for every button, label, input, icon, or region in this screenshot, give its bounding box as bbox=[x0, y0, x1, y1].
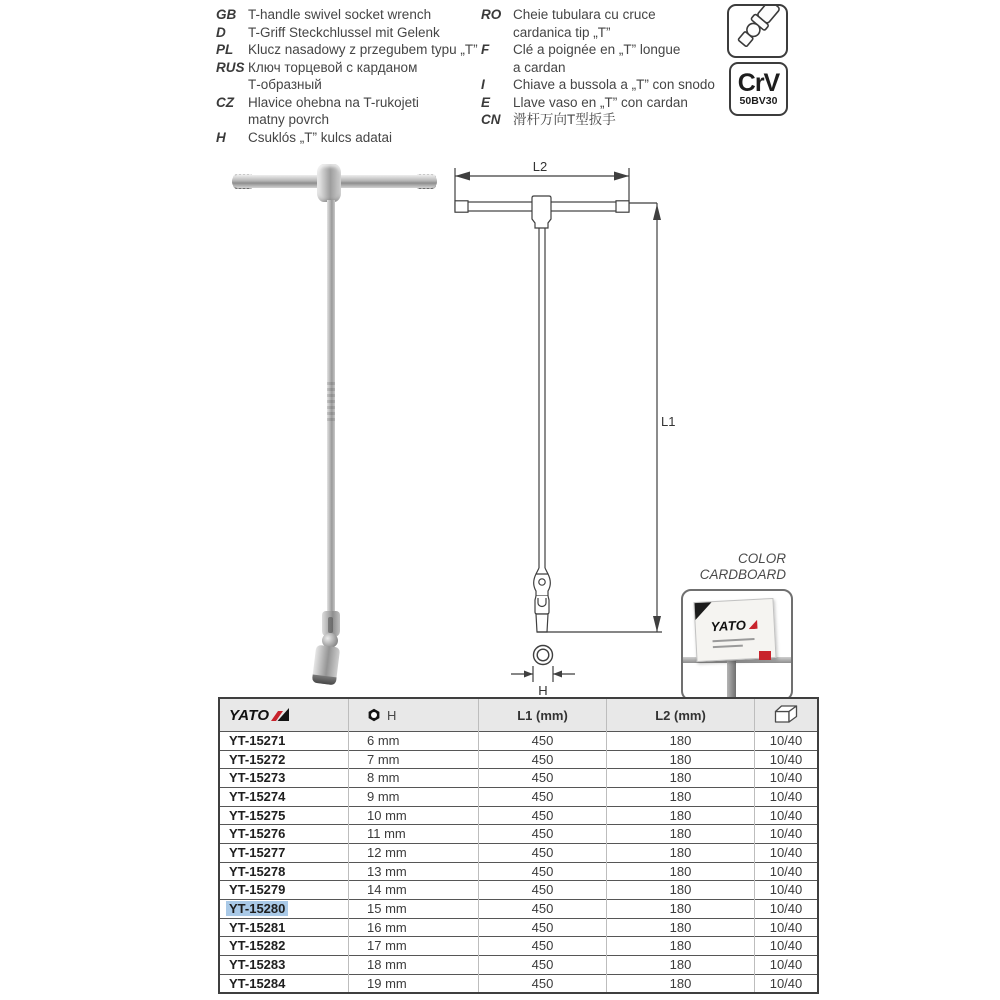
table-row bbox=[219, 881, 818, 900]
lang-text: Cheie tubulara cu cruce bbox=[513, 7, 656, 22]
tag-brand-text: YATO bbox=[710, 617, 747, 635]
lang-code: CN bbox=[481, 112, 501, 127]
cell-code bbox=[219, 825, 349, 844]
hex-socket-icon bbox=[367, 708, 381, 722]
cell-size-h: 18 mm bbox=[349, 955, 479, 974]
cell-l2: 180 bbox=[607, 769, 755, 788]
cell-size-h: 11 mm bbox=[349, 825, 479, 844]
lang-code: CZ bbox=[216, 94, 234, 110]
cell-l2: 180 bbox=[607, 806, 755, 825]
cell-code bbox=[219, 881, 349, 900]
lang-text: T-Griff Steckchlussel mit Gelenk bbox=[248, 24, 440, 40]
selected-code-highlight: YT-15280 bbox=[226, 901, 288, 916]
cell-pack: 10/40 bbox=[755, 974, 819, 993]
cell-l2: 180 bbox=[607, 787, 755, 806]
packaging-tool-shaft bbox=[727, 661, 736, 699]
cell-l2: 180 bbox=[607, 881, 755, 900]
lang-row bbox=[481, 76, 721, 94]
cell-size-h: 14 mm bbox=[349, 881, 479, 900]
cell-code bbox=[219, 899, 349, 918]
cell-l1: 450 bbox=[479, 862, 607, 881]
cell-code bbox=[219, 843, 349, 862]
table-row bbox=[219, 974, 818, 993]
wrench-socket bbox=[312, 645, 340, 686]
table-header-row bbox=[219, 698, 818, 732]
language-list-left bbox=[216, 6, 488, 146]
table-row bbox=[219, 955, 818, 974]
cell-l2: 180 bbox=[607, 750, 755, 769]
cell-size-h: 10 mm bbox=[349, 806, 479, 825]
cell-size-h: 17 mm bbox=[349, 937, 479, 956]
product-code: YT-15273 bbox=[229, 770, 286, 786]
product-code: YT-15277 bbox=[229, 844, 286, 860]
lang-text: Т-образный bbox=[248, 77, 322, 92]
lang-text: Csuklós „T” kulcs adatai bbox=[248, 129, 393, 145]
wrench-swivel-slot bbox=[328, 617, 333, 633]
product-code: YT-15279 bbox=[229, 882, 286, 898]
brand-logo-text: YATO bbox=[229, 706, 270, 724]
lang-row bbox=[216, 6, 488, 24]
cell-pack: 10/40 bbox=[755, 769, 819, 788]
cell-pack: 10/40 bbox=[755, 955, 819, 974]
cell-l2: 180 bbox=[607, 918, 755, 937]
cell-l1: 450 bbox=[479, 881, 607, 900]
lang-row bbox=[216, 59, 488, 77]
lang-code: H bbox=[216, 129, 226, 145]
cell-pack: 10/40 bbox=[755, 899, 819, 918]
cell-l1: 450 bbox=[479, 769, 607, 788]
lang-row bbox=[481, 24, 721, 42]
cell-l2: 180 bbox=[607, 974, 755, 993]
column-header-l2: L2 (mm) bbox=[607, 698, 755, 732]
lang-code: I bbox=[481, 77, 485, 92]
cell-code bbox=[219, 862, 349, 881]
wrench-center-sleeve bbox=[317, 164, 341, 202]
dimension-diagram bbox=[440, 155, 685, 700]
cell-size-h: 15 mm bbox=[349, 899, 479, 918]
cell-pack: 10/40 bbox=[755, 732, 819, 751]
cell-l2: 180 bbox=[607, 955, 755, 974]
product-code: YT-15281 bbox=[229, 919, 286, 935]
lang-row bbox=[216, 111, 488, 129]
lang-code: E bbox=[481, 94, 491, 110]
table-row bbox=[219, 862, 818, 881]
cell-code bbox=[219, 937, 349, 956]
cell-l1: 450 bbox=[479, 825, 607, 844]
lang-row bbox=[481, 41, 721, 59]
tag-corner-triangle bbox=[695, 602, 713, 620]
cell-l2: 180 bbox=[607, 732, 755, 751]
cell-code bbox=[219, 787, 349, 806]
lang-row bbox=[216, 24, 488, 42]
cell-l1: 450 bbox=[479, 750, 607, 769]
cell-code bbox=[219, 955, 349, 974]
packaging-label bbox=[676, 551, 786, 583]
cell-l1: 450 bbox=[479, 955, 607, 974]
material-name: CrV bbox=[737, 69, 780, 97]
cell-l2: 180 bbox=[607, 843, 755, 862]
cell-code bbox=[219, 918, 349, 937]
table-row bbox=[219, 843, 818, 862]
cell-size-h: 8 mm bbox=[349, 769, 479, 788]
lang-code: F bbox=[481, 42, 490, 57]
table-row bbox=[219, 769, 818, 788]
material-grade: 50BV30 bbox=[739, 95, 778, 107]
cell-size-h: 12 mm bbox=[349, 843, 479, 862]
table-row bbox=[219, 732, 818, 751]
packaging-label-line1: COLOR bbox=[737, 551, 786, 566]
tool-pictogram-badge bbox=[727, 4, 788, 58]
column-header-l1: L1 (mm) bbox=[479, 698, 607, 732]
product-code: YT-15284 bbox=[229, 975, 286, 991]
product-code: YT-15274 bbox=[229, 788, 286, 804]
product-code: YT-15272 bbox=[229, 751, 286, 767]
cell-pack: 10/40 bbox=[755, 843, 819, 862]
cell-pack: 10/40 bbox=[755, 881, 819, 900]
table-row bbox=[219, 937, 818, 956]
cell-size-h: 13 mm bbox=[349, 862, 479, 881]
material-badge bbox=[729, 62, 788, 116]
lang-row bbox=[216, 41, 488, 59]
lang-text: Ключ торцевой с карданом bbox=[248, 59, 418, 75]
lang-text: Clé a poignée en „T” longue bbox=[513, 42, 681, 57]
cell-code bbox=[219, 974, 349, 993]
lang-row bbox=[216, 94, 488, 112]
cell-l1: 450 bbox=[479, 899, 607, 918]
lang-row bbox=[481, 59, 721, 77]
tag-text-line bbox=[713, 638, 755, 642]
cell-l2: 180 bbox=[607, 899, 755, 918]
dim-label-l2: L2 bbox=[532, 159, 548, 174]
table-row bbox=[219, 825, 818, 844]
tag-text-line bbox=[713, 645, 743, 649]
lang-code bbox=[481, 24, 513, 42]
table-row bbox=[219, 918, 818, 937]
product-table bbox=[218, 697, 819, 994]
lang-text: Llave vaso en „T” con cardan bbox=[513, 94, 688, 110]
brand-logo-icon bbox=[271, 708, 290, 722]
cell-l1: 450 bbox=[479, 787, 607, 806]
packaging-photo bbox=[681, 589, 793, 701]
cell-pack: 10/40 bbox=[755, 787, 819, 806]
cell-pack: 10/40 bbox=[755, 937, 819, 956]
lang-code: RUS bbox=[216, 59, 245, 75]
cell-pack: 10/40 bbox=[755, 750, 819, 769]
cell-size-h: 6 mm bbox=[349, 732, 479, 751]
cell-l2: 180 bbox=[607, 825, 755, 844]
lang-text: matny povrch bbox=[248, 112, 330, 127]
product-code: YT-15283 bbox=[229, 956, 286, 972]
packaging-label-line2: CARDBOARD bbox=[699, 567, 786, 582]
tag-red-chip bbox=[759, 651, 771, 660]
lang-text: Klucz nasadowy z przegubem typu „T” bbox=[248, 42, 478, 57]
dim-label-l1: L1 bbox=[661, 414, 676, 429]
table-row bbox=[219, 787, 818, 806]
lang-text: T-handle swivel socket wrench bbox=[248, 7, 432, 22]
lang-code: D bbox=[216, 24, 226, 40]
cell-code bbox=[219, 769, 349, 788]
language-list-right bbox=[481, 6, 721, 129]
cell-l1: 450 bbox=[479, 937, 607, 956]
carton-box-icon bbox=[772, 704, 800, 724]
lang-row bbox=[481, 6, 721, 24]
lang-code bbox=[481, 59, 513, 77]
lang-row bbox=[216, 76, 488, 94]
cell-l2: 180 bbox=[607, 937, 755, 956]
lang-row bbox=[481, 111, 721, 129]
lang-text: Chiave a bussola a „T” con snodo bbox=[513, 77, 715, 92]
dim-label-h: H bbox=[538, 683, 548, 698]
cell-l1: 450 bbox=[479, 974, 607, 993]
cell-code bbox=[219, 732, 349, 751]
lang-code: PL bbox=[216, 42, 234, 57]
table-row bbox=[219, 806, 818, 825]
cell-l1: 450 bbox=[479, 806, 607, 825]
column-header-h: H bbox=[387, 707, 397, 723]
cell-pack: 10/40 bbox=[755, 862, 819, 881]
swivel-socket-icon bbox=[729, 6, 782, 52]
product-code: YT-15282 bbox=[229, 938, 286, 954]
lang-row bbox=[216, 129, 488, 147]
lang-code bbox=[216, 76, 248, 94]
cell-l1: 450 bbox=[479, 843, 607, 862]
table-row bbox=[219, 899, 818, 918]
product-code: YT-15271 bbox=[229, 733, 286, 748]
cell-code bbox=[219, 806, 349, 825]
brand-logo bbox=[229, 707, 348, 724]
wrench-shaft-marking bbox=[327, 382, 335, 424]
cell-pack: 10/40 bbox=[755, 806, 819, 825]
cell-size-h: 16 mm bbox=[349, 918, 479, 937]
cell-pack: 10/40 bbox=[755, 825, 819, 844]
cell-size-h: 7 mm bbox=[349, 750, 479, 769]
lang-code: GB bbox=[216, 7, 237, 22]
lang-text: Hlavice ohebna na T-rukojeti bbox=[248, 94, 419, 110]
tag-brand-logo-icon bbox=[748, 620, 757, 629]
table-row bbox=[219, 750, 818, 769]
product-code: YT-15276 bbox=[229, 826, 286, 842]
product-code: YT-15278 bbox=[229, 863, 286, 879]
cell-pack: 10/40 bbox=[755, 918, 819, 937]
wrench-socket-opening bbox=[312, 674, 337, 685]
cell-code bbox=[219, 750, 349, 769]
lang-text: a cardan bbox=[513, 59, 566, 75]
lang-code: RO bbox=[481, 7, 502, 22]
cell-l1: 450 bbox=[479, 918, 607, 937]
lang-text: cardanica tip „T” bbox=[513, 24, 611, 40]
cell-l2: 180 bbox=[607, 862, 755, 881]
lang-text: 滑杆万向T型扳手 bbox=[513, 112, 616, 127]
cell-size-h: 19 mm bbox=[349, 974, 479, 993]
product-code: YT-15275 bbox=[229, 807, 286, 823]
lang-row bbox=[481, 94, 721, 112]
cell-size-h: 9 mm bbox=[349, 787, 479, 806]
cell-l1: 450 bbox=[479, 732, 607, 751]
lang-code bbox=[216, 111, 248, 129]
